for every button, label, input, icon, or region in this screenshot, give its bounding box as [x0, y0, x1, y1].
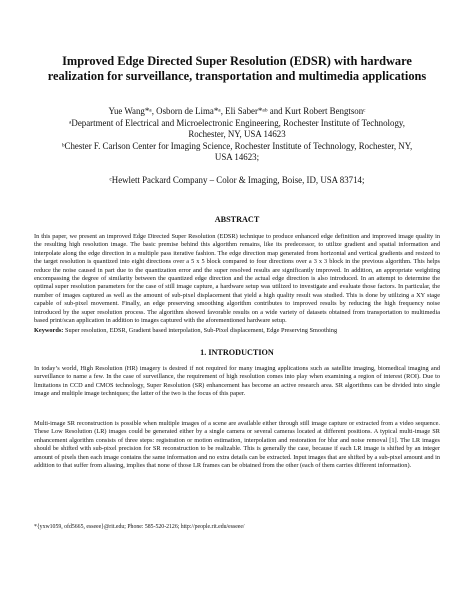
intro-paragraph-2: Multi-image SR reconstruction is possible when multiple images of a scene are available either through still image capture or extracted from a video sequence. These Low Resolution (LR) images could be generated either by a single camera or several cameras located at different positions. A typical multi-image SR enhancement algorithm consists of three steps: registration or motion estimation, interpolation and restoration for blur and noise removal [1]. The LR images should be shifted with sub-pixel precision for SR reconstruction to be realizable. This is generally the case, because if each LR image is shifted by an integer amount of pixels then each image contains the same information and no extra details can be extracted. Input images that are shifted by a sub-pixel amount and in addition to that suffer from aliasing, implies that none of those LR frames can be obtained from the other (each of them carries different information). [34, 420, 440, 470]
affiliation-a: ᵃDepartment of Electrical and Microelectronic Engineering, Rochester Institute of Technology, Rochester, NY, USA 14623 [69, 118, 405, 140]
paper-title: Improved Edge Directed Super Resolution (EDSR) with hardware realization for surveillance, transportation and multimedia applications [47, 54, 427, 83]
keywords-line [34, 327, 440, 335]
keywords-text: Super resolution, EDSR, Gradient based interpolation, Sub-Pixel displacement, Edge Preserving Smoothing [63, 327, 338, 334]
contact-footnote: *{yxw1059, ofd5665, esseee}@rit.edu; Phone: 585-520-2126; http://people.rit.edu/esseee/ [34, 524, 245, 530]
author-list: Yue Wang*ᵃ, Osborn de Lima*ᵃ, Eli Saber*ᵃᵇ and Kurt Robert Bengtsonᶜ [108, 106, 366, 116]
abstract-heading: ABSTRACT [214, 215, 260, 224]
keywords-label: Keywords: [34, 327, 64, 334]
affiliation-c: ᶜHewlett Packard Company – Color & Imaging, Boise, ID, USA 83714; [109, 175, 365, 185]
abstract-text: In this paper, we present an improved Edge Directed Super Resolution (EDSR) technique to produce enhanced edge definition and improved image quality in the resulting high resolution image. The basic premise behind this algorithm remains, like its predecessor, to utilize gradient and spatial information and interpolate along the edge direction in a multiple pass iterative fashion. The edge direction map generated from horizontal and vertical gradients and resized to the target resolution is quantized into eight directions over a 5 x 5 block compared to four directions over a 3 x 3 block in the previous algorithm. This helps reduce the noise caused in part due to the quantization error and the super resolved results are significantly improved. In addition, an appropriate weighting encompassing the degree of similarity between the quantized edge direction and the actual edge direction is also introduced. In an attempt to determine the optimal super resolution parameters for the case of still image capture, a hardware setup was utilized to investigate and evaluate those factors. In particular, the number of images captured as well as the amount of sub-pixel displacement that yield a high quality result was studied. This is done by utilizing a XY stage capable of sub-pixel movement. Finally, an edge preserving smoothing algorithm contributes to improved results by reducing the high frequency noise introduced by the super resolution process. The algorithm showed favorable results on a wide variety of datasets obtained from transportation to multimedia based print/scan application in addition to images captured with the aforementioned hardware setup. [34, 233, 440, 325]
intro-paragraph-1: In today’s world, High Resolution (HR) imagery is desired if not required for many imaging applications such as satellite imaging, biomedical imaging and surveillance to name a few. In the case of surveillance, the requirement of high resolution comes into play when examining a region of interest (ROI). Due to limitations in CCD and CMOS technology, Super Resolution (SR) enhancement has become an active research area. SR algorithms can be divided into single image and multiple image techniques; the latter of the two is the focus of this paper. [34, 365, 440, 398]
section-heading-introduction: 1. INTRODUCTION [200, 348, 274, 357]
affiliation-b: ᵇChester F. Carlson Center for Imaging Science, Rochester Institute of Technology, Rochester, NY, USA 14623; [61, 141, 413, 163]
